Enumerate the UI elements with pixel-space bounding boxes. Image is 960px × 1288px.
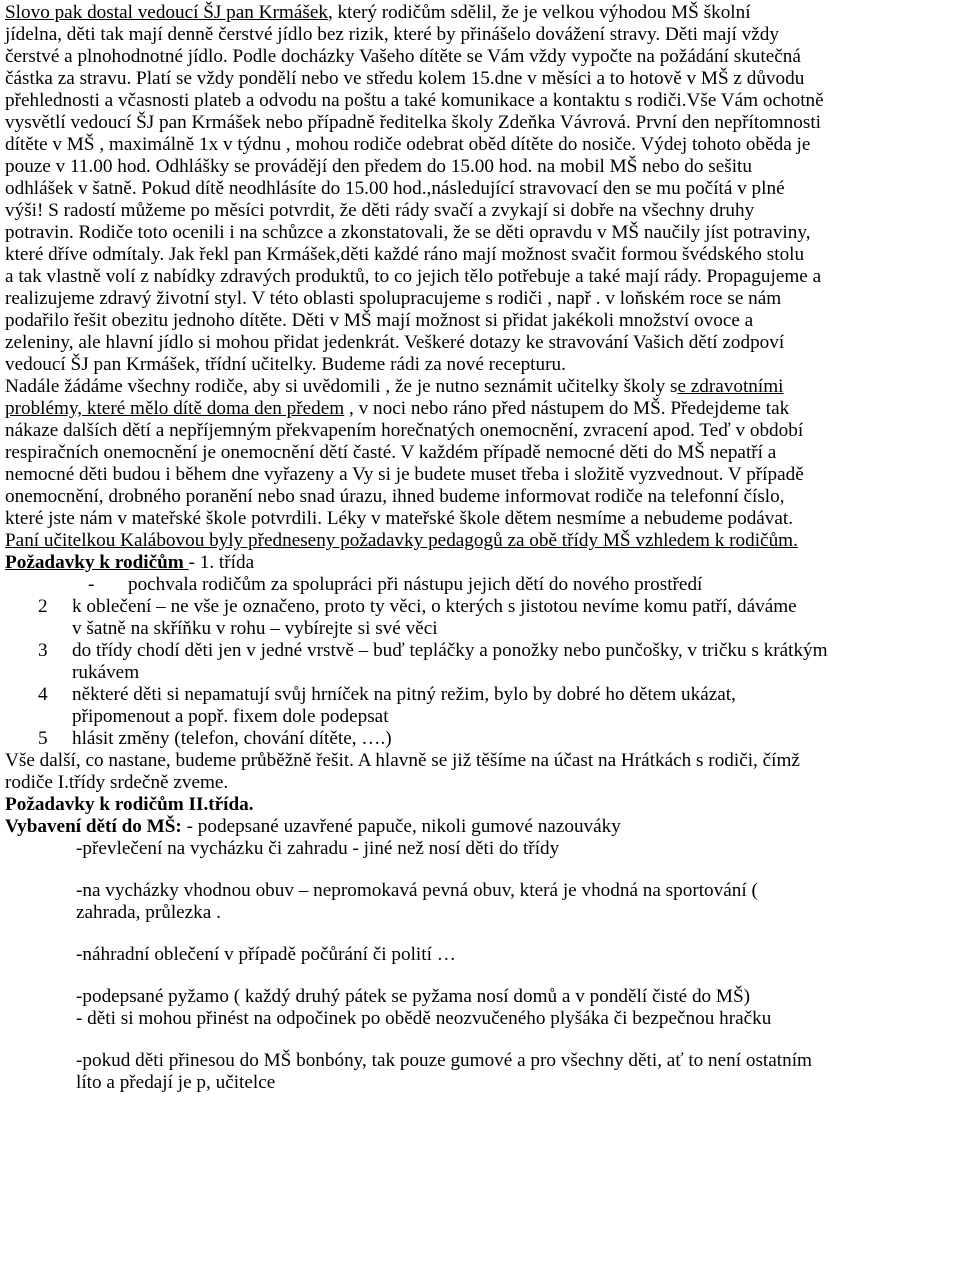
list-text: do třídy chodí děti jen v jedné vrstvě – buď tepláčky a ponožky nebo punčošky, v tričku s krátkým: [72, 640, 828, 661]
text-line: částka za stravu. Platí se vždy pondělí nebo ve středu kolem 15.dne v měsíci a to hotově v MŠ z důvodu: [5, 68, 805, 89]
list-bullet: -: [88, 574, 95, 595]
text-line: jídelna, děti tak mají denně čerstvé jídlo bez rizik, které by přinášelo dovážení stravy. Děti mají vždy: [5, 24, 779, 45]
list-item: -na vycházky vhodnou obuv – nepromokavá pevná obuv, která je vhodná na sportování (: [76, 880, 758, 901]
text-line: Vše další, co nastane, budeme průběžně řešit. A hlavně se již těšíme na účast na Hrátkách s rodiči, čímž: [5, 750, 800, 771]
list-item: [5, 596, 955, 618]
list-item: -podepsané pyžamo ( každý druhý pátek se pyžama nosí domů a v pondělí čisté do MŠ): [76, 986, 751, 1007]
text-line: které jste nám v mateřské škole potvrdili. Léky v mateřské škole dětem nesmíme a nebudeme podávat.: [5, 508, 794, 529]
text-line: které dříve odmítaly. Jak řekl pan Krmášek,děti každé ráno mají možnost svačit formou švédského stolu: [5, 244, 805, 265]
list-text: některé děti si nepamatují svůj hrníček na pitný režim, bylo by dobré ho dětem ukázat,: [72, 684, 736, 705]
list-item: [5, 728, 955, 750]
text-line: potravin. Rodiče toto ocenili i na schůzce a zkonstatovali, že se děti opravdu v MŠ naučily jíst potraviny,: [5, 222, 811, 243]
equipment-line: [5, 816, 955, 838]
text-line: odhlášek v šatně. Pokud dítě neodhlásíte do 15.00 hod.,následující stravovací den se mu počítá v plné: [5, 178, 785, 199]
underlined-text: e zdravotními: [677, 376, 784, 397]
spacer: [5, 860, 955, 880]
list-number: 2: [38, 596, 48, 617]
text-line: dítěte v MŠ , maximálně 1x v týdnu , mohou rodiče odebrat oběd dítěte do nosiče. Výdej tohoto oběda je: [5, 134, 811, 155]
requirements-1-heading-line: [5, 552, 955, 574]
text-line: zeleniny, ale hlavní jídlo si mohou přidat jedenkrát. Veškeré dotazy ke stravování Vašich dětí zodpoví: [5, 332, 785, 353]
text-line: realizujeme zdravý životní styl. V této oblasti spolupracujeme s rodiči , např . v loňském roce se nám: [5, 288, 782, 309]
text-line: vysvětlí vedoucí ŠJ pan Krmášek nebo případně ředitelka školy Zdeňka Vávrová. První den nepřítomnosti: [5, 112, 822, 133]
spacer: [5, 924, 955, 944]
list-item: -převlečení na vycházku či zahradu - jiné než nosí děti do třídy: [76, 838, 560, 859]
list-item: [5, 640, 955, 662]
text-span: - 1. třída: [188, 552, 255, 573]
requirements-1-heading: Požadavky k rodičům: [5, 552, 189, 573]
spacer: [5, 966, 955, 986]
text-line: čerstvé a plnohodnotné jídlo. Podle docházky Vašeho dítěte se Vám vždy vypočte na požádání skutečná: [5, 46, 801, 67]
text-line: onemocnění, drobného poranění nebo snad úrazu, ihned budeme informovat rodiče na telefonní číslo,: [5, 486, 785, 507]
text-line: a tak vlastně volí z nabídky zdravých produktů, to co jejich tělo potřebuje a také mají rády. Propagujeme a: [5, 266, 822, 287]
list-text: k oblečení – ne vše je označeno, proto ty věci, o kterých s jistotou nevíme komu patří, dáváme: [72, 596, 797, 617]
text-line: respiračních onemocnění je onemocnění dětí časté. V každém případě nemocné děti do MŠ nepatří a: [5, 442, 777, 463]
requirements-2-heading: Požadavky k rodičům II.třída.: [5, 794, 254, 815]
text-span: , který rodičům sdělil, že je velkou výhodou MŠ školní: [327, 2, 751, 23]
text-line: [5, 2, 955, 24]
text-line: rodiče I.třídy srdečně zveme.: [5, 772, 229, 793]
document-page: [5, 2, 955, 1094]
text-line: pouze v 11.00 hod. Odhlášky se provádějí den předem do 15.00 hod. na mobil MŠ nebo do sešitu: [5, 156, 752, 177]
text-line: přehlednosti a včasnosti plateb a odvodu na poštu a také komunikace a kontaktu s rodiči.Vše Vám ochotně: [5, 90, 824, 111]
list-text: pochvala rodičům za spolupráci při nástupu jejich dětí do nového prostředí: [127, 574, 703, 595]
list-item: -náhradní oblečení v případě počůrání či polití …: [76, 944, 456, 965]
list-number: 5: [38, 728, 48, 749]
text-span: Nadále žádáme všechny rodiče, aby si uvědomili , že je nutno seznámit učitelky školy s: [5, 376, 678, 397]
text-line: nemocné děti budou i během dne vyřazeny a Vy si je budete muset třeba i složitě vyzvednout. V případě: [5, 464, 804, 485]
list-item-continuation: líto a předají je p, učitelce: [76, 1072, 276, 1093]
list-item: [5, 684, 955, 706]
text-line: vedoucí ŠJ pan Krmášek, třídní učitelky. Budeme rádi za nové recepturu.: [5, 354, 566, 375]
list-number: 4: [38, 684, 48, 705]
list-item: - děti si mohou přinést na odpočinek po obědě neozvučeného plyšáka či bezpečnou hračku: [76, 1008, 772, 1029]
list-item-continuation: připomenout a popř. fixem dole podepsat: [72, 706, 389, 727]
text-line: výši! S radostí můžeme po měsíci potvrdit, že děti rády svačí a zvykají si dobře na všechny druhy: [5, 200, 755, 221]
equipment-label: Vybavení dětí do MŠ:: [5, 816, 182, 837]
text-span: - podepsané uzavřené papuče, nikoli gumové nazouváky: [181, 816, 621, 837]
list-item-continuation: v šatně na skříňku v rohu – vybírejte si své věci: [72, 618, 438, 639]
list-item: -pokud děti přinesou do MŠ bonbóny, tak pouze gumové a pro všechny děti, ať to není ostatním: [76, 1050, 812, 1071]
list-text: hlásit změny (telefon, chování dítěte, ….): [72, 728, 392, 749]
list-item-continuation: rukávem: [72, 662, 140, 683]
teacher-requirements-line: Paní učitelkou Kalábovou byly předneseny požadavky pedagogů za obě třídy MŠ vzhledem k rodičům.: [5, 530, 798, 551]
text-line: nákaze dalších dětí a nepříjemným překvapením horečnatých onemocnění, zvracení apod. Teď v období: [5, 420, 804, 441]
text-span: , v noci nebo ráno před nástupem do MŠ. Předejdeme tak: [344, 398, 790, 419]
text-line: [5, 398, 955, 420]
list-item: [5, 574, 955, 596]
underlined-text: Slovo pak dostal vedoucí ŠJ pan Krmášek: [5, 2, 328, 23]
list-item-continuation: zahrada, průlezka .: [76, 902, 221, 923]
underlined-text: problémy, které mělo dítě doma den předem: [5, 398, 345, 419]
spacer: [5, 1030, 955, 1050]
text-line: podařilo řešit obezitu jednoho dítěte. Děti v MŠ mají možnost si přidat jakékoli množství ovoce a: [5, 310, 754, 331]
text-line: [5, 376, 955, 398]
list-number: 3: [38, 640, 48, 661]
